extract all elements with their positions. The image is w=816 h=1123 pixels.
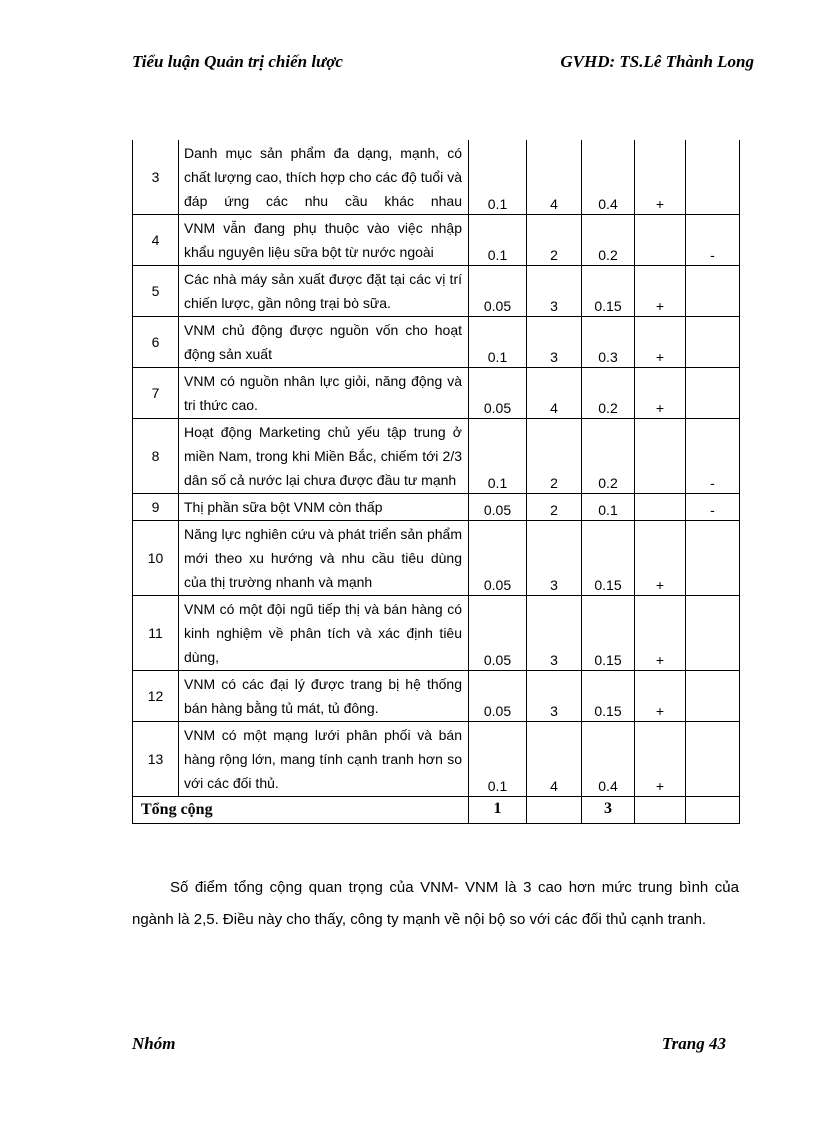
table-row xyxy=(133,596,740,671)
total-plus-empty xyxy=(635,797,686,824)
row-weight: 0.1 xyxy=(469,722,527,797)
footer-group: Nhóm xyxy=(132,1034,176,1053)
header-title: Tiểu luận Quản trị chiến lược xyxy=(132,52,343,71)
total-label: Tổng cộng xyxy=(133,797,469,824)
row-weakness-mark xyxy=(686,521,740,596)
row-weight: 0.05 xyxy=(469,671,527,722)
row-strength-mark: + xyxy=(635,140,686,215)
row-strength-mark xyxy=(635,215,686,266)
row-score: 0.15 xyxy=(582,596,635,671)
row-weight: 0.1 xyxy=(469,140,527,215)
row-number: 9 xyxy=(133,494,179,521)
row-weakness-mark: - xyxy=(686,419,740,494)
row-number: 3 xyxy=(133,140,179,215)
table-row xyxy=(133,521,740,596)
row-rating: 3 xyxy=(527,671,582,722)
table-row xyxy=(133,494,740,521)
table-row xyxy=(133,317,740,368)
row-rating: 4 xyxy=(527,722,582,797)
row-description: VNM vẫn đang phụ thuộc vào việc nhập khẩu nguyên liệu sữa bột từ nước ngoài xyxy=(179,215,469,266)
row-rating: 2 xyxy=(527,215,582,266)
row-strength-mark xyxy=(635,419,686,494)
row-score: 0.15 xyxy=(582,521,635,596)
row-weight: 0.1 xyxy=(469,317,527,368)
row-number: 6 xyxy=(133,317,179,368)
row-rating: 3 xyxy=(527,521,582,596)
row-description: VNM có các đại lý được trang bị hệ thống bán hàng bằng tủ mát, tủ đông. xyxy=(179,671,469,722)
row-description: Hoạt động Marketing chủ yếu tập trung ở miền Nam, trong khi Miền Bắc, chiếm tới 2/3 dân số cả nước lại chưa được đầu tư mạnh xyxy=(179,419,469,494)
row-score: 0.2 xyxy=(582,419,635,494)
table-row xyxy=(133,266,740,317)
header-advisor: GVHD: TS.Lê Thành Long xyxy=(560,52,754,71)
row-score: 0.15 xyxy=(582,266,635,317)
table-row xyxy=(133,671,740,722)
summary-paragraph: Số điểm tổng cộng quan trọng của VNM- VNM là 3 cao hơn mức trung bình của ngành là 2,5. Điều này cho thấy, công ty mạnh về nội bộ so với các đối thủ cạnh tranh. xyxy=(132,879,739,928)
row-strength-mark: + xyxy=(635,317,686,368)
row-number: 13 xyxy=(133,722,179,797)
row-score: 0.15 xyxy=(582,671,635,722)
row-weight: 0.05 xyxy=(469,494,527,521)
row-strength-mark: + xyxy=(635,722,686,797)
row-description: Năng lực nghiên cứu và phát triển sản phẩm mới theo xu hướng và nhu cầu tiêu dùng của thị trường nhanh và mạnh xyxy=(179,521,469,596)
row-weakness-mark xyxy=(686,722,740,797)
row-weight: 0.05 xyxy=(469,596,527,671)
row-number: 11 xyxy=(133,596,179,671)
row-strength-mark: + xyxy=(635,266,686,317)
row-rating: 2 xyxy=(527,419,582,494)
row-weakness-mark xyxy=(686,140,740,215)
row-weight: 0.1 xyxy=(469,215,527,266)
table-row xyxy=(133,419,740,494)
row-weight: 0.1 xyxy=(469,419,527,494)
total-weight: 1 xyxy=(469,797,527,824)
total-minus-empty xyxy=(686,797,740,824)
row-weakness-mark: - xyxy=(686,215,740,266)
row-strength-mark: + xyxy=(635,368,686,419)
table-row xyxy=(133,215,740,266)
row-number: 4 xyxy=(133,215,179,266)
row-description: VNM có nguồn nhân lực giỏi, năng động và tri thức cao. xyxy=(179,368,469,419)
row-description: VNM chủ động được nguồn vốn cho hoạt động sản xuất xyxy=(179,317,469,368)
row-strength-mark: + xyxy=(635,521,686,596)
row-weakness-mark xyxy=(686,266,740,317)
row-weight: 0.05 xyxy=(469,368,527,419)
row-score: 0.2 xyxy=(582,215,635,266)
row-weight: 0.05 xyxy=(469,266,527,317)
row-weakness-mark: - xyxy=(686,494,740,521)
row-rating: 3 xyxy=(527,317,582,368)
row-number: 10 xyxy=(133,521,179,596)
row-number: 8 xyxy=(133,419,179,494)
row-number: 7 xyxy=(133,368,179,419)
footer-page-number: Trang 43 xyxy=(661,1034,726,1053)
row-score: 0.1 xyxy=(582,494,635,521)
row-weakness-mark xyxy=(686,317,740,368)
table-row xyxy=(133,722,740,797)
row-description: Danh mục sản phẩm đa dạng, mạnh, có chất lượng cao, thích hợp cho các độ tuổi và đáp ứng các nhu cầu khác nhau xyxy=(179,140,469,215)
row-rating: 2 xyxy=(527,494,582,521)
table-row xyxy=(133,368,740,419)
row-rating: 4 xyxy=(527,140,582,215)
total-row xyxy=(133,797,740,824)
row-number: 5 xyxy=(133,266,179,317)
row-score: 0.2 xyxy=(582,368,635,419)
row-description: Thị phần sữa bột VNM còn thấp xyxy=(179,494,469,521)
total-rating-empty xyxy=(527,797,582,824)
row-weakness-mark xyxy=(686,368,740,419)
row-rating: 4 xyxy=(527,368,582,419)
row-description: Các nhà máy sản xuất được đặt tại các vị trí chiến lược, gần nông trại bò sữa. xyxy=(179,266,469,317)
row-strength-mark xyxy=(635,494,686,521)
row-weakness-mark xyxy=(686,596,740,671)
ife-matrix-table xyxy=(132,140,740,824)
row-description: VNM có một đội ngũ tiếp thị và bán hàng có kinh nghiệm về phân tích và xác định tiêu dùng, xyxy=(179,596,469,671)
table-row xyxy=(133,140,740,215)
row-strength-mark: + xyxy=(635,596,686,671)
row-score: 0.4 xyxy=(582,722,635,797)
row-weakness-mark xyxy=(686,671,740,722)
row-rating: 3 xyxy=(527,266,582,317)
row-score: 0.4 xyxy=(582,140,635,215)
row-weight: 0.05 xyxy=(469,521,527,596)
row-rating: 3 xyxy=(527,596,582,671)
total-score: 3 xyxy=(582,797,635,824)
row-description: VNM có một mạng lưới phân phối và bán hàng rộng lớn, mang tính cạnh tranh hơn so với các đối thủ. xyxy=(179,722,469,797)
row-strength-mark: + xyxy=(635,671,686,722)
row-number: 12 xyxy=(133,671,179,722)
row-score: 0.3 xyxy=(582,317,635,368)
